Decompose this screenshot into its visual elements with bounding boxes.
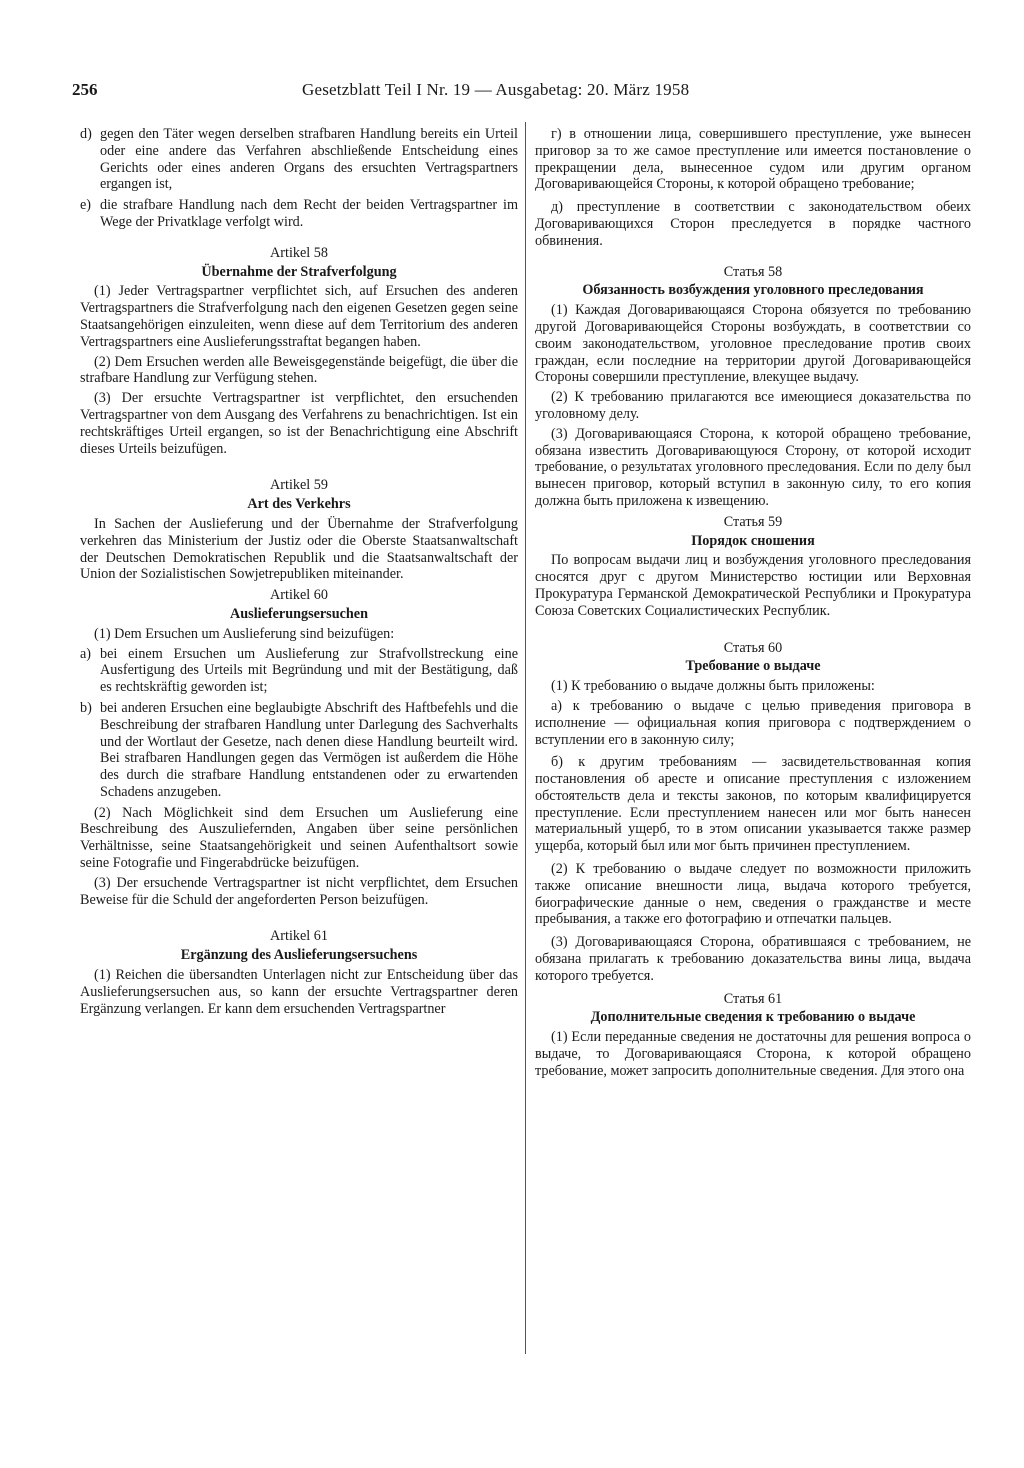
page-number: 256 [72, 80, 98, 99]
paragraph: По вопросам выдачи лиц и возбуждения уголовного преследования сносятся друг с другом Министерство юстиции или Верховная Прокуратура Германской Демократической Республики и Прокуратура Союза Советских Социалистических Республик. [535, 552, 971, 619]
list-label: a) [80, 645, 92, 662]
paragraph: (2) Dem Ersuchen werden alle Beweisgegenstände beigefügt, die über die strafbare Handlung zur Verfügung stehen. [80, 353, 518, 387]
article-title: Обязанность возбуждения уголовного преследования [582, 282, 924, 299]
list-text: bei einem Ersuchen um Auslieferung zur Strafvollstreckung eine Ausfertigung des Urteils mit Begründung und mit der Bestätigung, daß es rechtskräftig geworden ist; [100, 645, 518, 696]
list-item-a: а) к требованию о выдаче с целью приведения приговора в исполнение — официальная копия приговора с подтверждением о вступлении его в законную силу; [535, 697, 971, 748]
paragraph: (3) Договаривающаяся Сторона, к которой обращено требование, обязана известить Договаривающуюся Сторону, от которой исходит требование, о результатах уголовного преследования. Если по делу был вынесен приговор, который вступил в законную силу, то его копия должна быть приложена к извещению. [535, 425, 971, 509]
paragraph: (3) Der ersuchte Vertragspartner ist verpflichtet, den ersuchenden Vertragspartner von dem Ausgang des Verfahrens zu benachrichtigen. Ist ein rechtskräftiges Urteil ergangen, so ist der Benachrichtigung eine Abschrift dieses Urteils beizufügen. [80, 390, 518, 457]
article-title: Übernahme der Strafverfolgung [201, 263, 397, 280]
list-label: d) [80, 126, 92, 142]
paragraph: In Sachen der Auslieferung und der Übernahme der Strafverfolgung verkehren das Ministerium der Justiz oder die Oberste Staatsanwaltschaft der Deutschen Demokratischen Republik und die Staatsanwaltschaft der Union der Sozialistischen Sowjetrepubliken miteinander. [80, 515, 518, 583]
article-title: Дополнительные сведения к требованию о выдаче [590, 1009, 916, 1026]
list-item-b [80, 700, 518, 801]
paragraph: (2) Nach Möglichkeit sind dem Ersuchen um Auslieferung eine Beschreibung des Auszuliefernden, Angaben über seine persönlichen Verhältnisse, seine Staatsangehörigkeit und seinen Aufenthaltsort sowie seine Fotografie und Fingerabdrücke beizufügen. [80, 804, 518, 872]
list-label: e) [80, 197, 92, 214]
article-heading: Artikel 60 [270, 587, 328, 604]
column-divider [525, 122, 526, 1354]
paragraph: (1) Jeder Vertragspartner verpflichtet sich, auf Ersuchen des anderen Vertragspartners die Strafverfolgung nach den eigenen Gesetzen gegen seine Staatsangehörigen einzuleiten, wenn diese auf dem Territorium des anderen Vertragspartners eine Auslieferungsstraftat begangen haben. [80, 283, 518, 350]
paragraph: (2) К требованию прилагаются все имеющиеся доказательства по уголовному делу. [535, 389, 971, 422]
article-heading: Статья 58 [723, 263, 783, 280]
article-heading: Artikel 61 [270, 928, 328, 945]
list-item-d [80, 126, 518, 193]
list-item-a [80, 646, 518, 696]
list-item-d: д) преступление в соответствии с законодательством обеих Договаривающихся Сторон преследуется в порядке частного обвинения. [535, 199, 971, 249]
article-heading: Статья 59 [723, 513, 783, 530]
list-text: bei anderen Ersuchen eine beglaubigte Abschrift des Haftbefehls und die Beschreibung der strafbaren Handlung unter Darlegung des Sachverhalts und der Wortlaut der Gesetze, nach denen diese Handlung beurteilt wird. Bei strafbaren Handlungen gegen das Vermögen ist außerdem die Höhe des durch die strafbare Handlung entstandenen oder zu erwartenden Schadens anzugeben. [100, 699, 518, 800]
article-title: Порядок сношения [691, 532, 815, 549]
article-heading: Artikel 59 [270, 477, 328, 494]
list-item-g: г) в отношении лица, совершившего преступление, уже вынесен приговор за то же самое преступление или имеется постановление о прекращении дела, вынесенное судом или другим органом Договаривающейся Стороны, к которой обращено требование; [535, 126, 971, 193]
list-item-e [80, 197, 518, 231]
article-heading: Artikel 58 [270, 244, 328, 261]
article-title: Требование о выдаче [685, 658, 821, 675]
article-title: Art des Verkehrs [247, 496, 351, 513]
list-text: gegen den Täter wegen derselben strafbaren Handlung bereits ein Urteil oder eine andere das Verfahren abschließende Entscheidung eines Gerichts oder eines anderen Organs des ersuchten Vertragspartners ergangen ist, [100, 126, 518, 193]
paragraph: (2) К требованию о выдаче следует по возможности приложить также описание внешности лица, выдача которого требуется, биографические данные о нем, сведения о гражданстве и месте пребывания, а также его фотографию и отпечатки пальцев. [535, 861, 971, 928]
page-header [72, 80, 972, 104]
paragraph: (1) Каждая Договаривающаяся Сторона обязуется по требованию другой Договаривающейся Стороны возбуждать, в соответствии со своим законодательством, уголовное преследование против своих граждан, если последние на территории другой Договаривающейся Стороны совершили преступление, влекущее выдачу. [535, 302, 971, 386]
paragraph: (1) Если переданные сведения не достаточны для решения вопроса о выдаче, то Договаривающаяся Сторона, к которой обращено требование, может запросить дополнительные сведения. Для этого она [535, 1029, 971, 1079]
paragraph: (3) Договаривающаяся Сторона, обратившаяся с требованием, не обязана прилагать к требованию доказательства вины лица, выдача которого требуется. [535, 934, 971, 984]
article-heading: Статья 60 [723, 639, 783, 656]
russian-column [535, 126, 971, 1083]
list-item-b: б) к другим требованиям — засвидетельствованная копия постановления об аресте и описание преступления с изложением обстоятельств дела и тексты законов, по которым квалифицируется преступление. Если преступлением нанесен или мог быть нанесен материальный ущерб, то в этом описании указывается также размер ущерба, который был или мог быть причинен преступлением. [535, 754, 971, 855]
paragraph: (1) Dem Ersuchen um Auslieferung sind beizufügen: [94, 625, 395, 642]
article-title: Auslieferungsersuchen [230, 605, 368, 622]
german-column [80, 126, 518, 1020]
list-text: die strafbare Handlung nach dem Recht der beiden Vertragspartner im Wege der Privatklage verfolgt wird. [100, 197, 518, 230]
article-title: Ergänzung des Auslieferungsersuchens [180, 947, 418, 964]
list-label: b) [80, 699, 92, 716]
paragraph: (1) Reichen die übersandten Unterlagen nicht zur Entscheidung über das Auslieferungsersuchen aus, so kann der ersuchte Vertragspartner deren Ergänzung verlangen. Er kann dem ersuchenden Vertragspartner [80, 967, 518, 1017]
running-head: Gesetzblatt Teil I Nr. 19 — Ausgabetag: 20. März 1958 [302, 80, 690, 99]
article-heading: Статья 61 [723, 990, 783, 1007]
paragraph: (3) Der ersuchende Vertragspartner ist nicht verpflichtet, dem Ersuchen Beweise für die Schuld der angeforderten Person beizufügen. [80, 874, 518, 908]
paragraph: (1) К требованию о выдаче должны быть приложены: [551, 678, 875, 695]
